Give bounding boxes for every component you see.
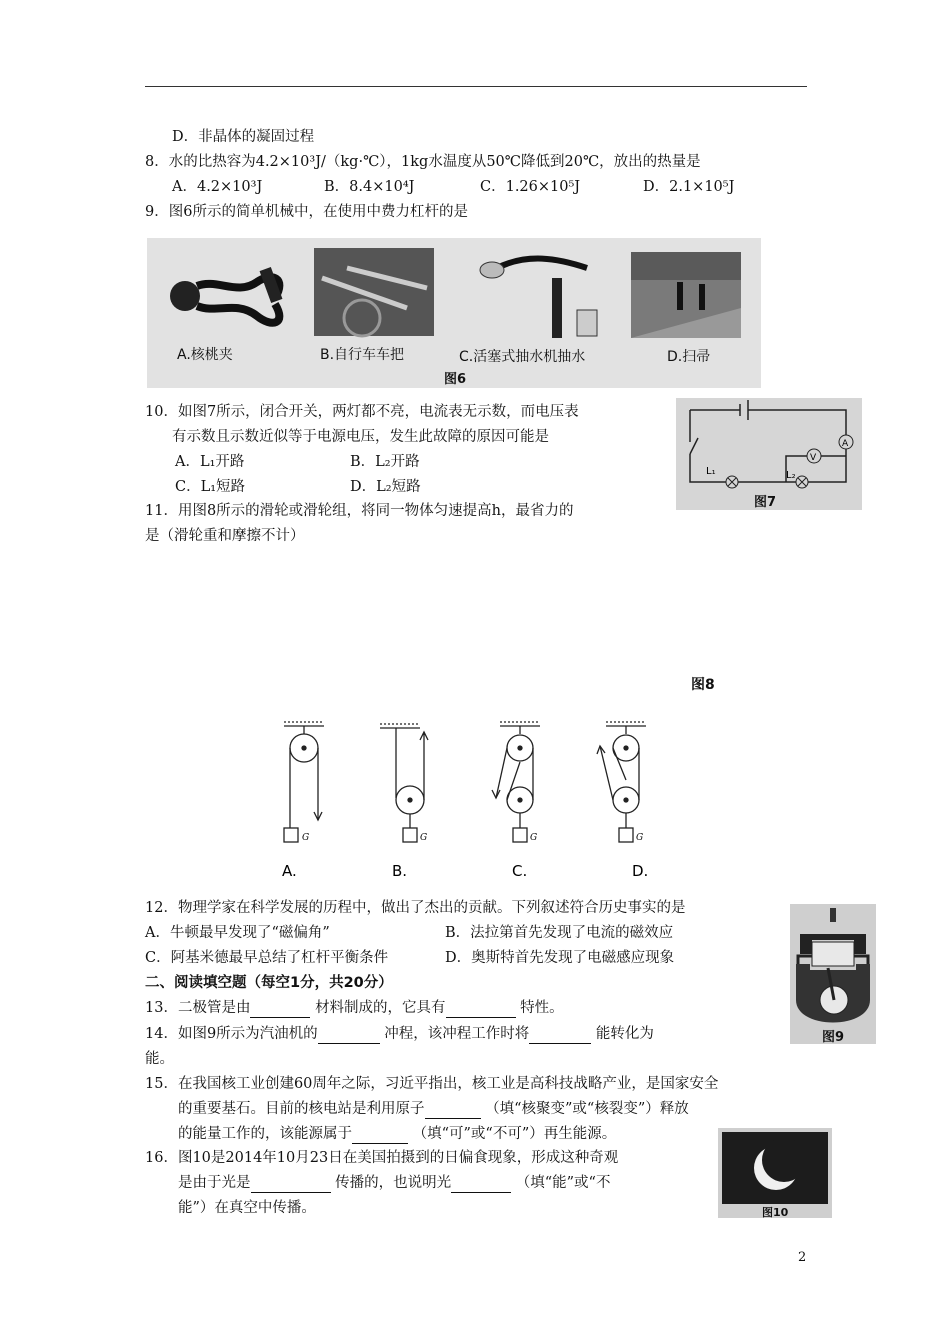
q10-option-d: D．L₂短路 — [350, 479, 421, 495]
figure-8-pulleys — [270, 720, 670, 880]
q15-blank-1[interactable] — [425, 1104, 481, 1119]
q12-option-b: B．法拉第首先发现了电流的磁效应 — [445, 925, 674, 941]
ammeter-label: A — [842, 439, 849, 449]
nutcracker-image — [170, 267, 282, 323]
q15-line3-a: 的能量工作的，该能源属于 — [178, 1126, 352, 1142]
q8-stem: 8．水的比热容为4.2×10³J/（kg·℃），1kg水温度从50℃降低到20℃，放出的热量是 — [145, 154, 701, 170]
q12-option-c: C．阿基米德最早总结了杠杆平衡条件 — [145, 950, 389, 966]
fig8-option-a: A. — [282, 862, 297, 880]
q12-option-d: D．奥斯特首先发现了电磁感应现象 — [445, 950, 675, 966]
q15-line1: 15．在我国核工业创建60周年之际，习近平指出，核工业是高科技战略产业，是国家安全 — [145, 1076, 719, 1092]
q13-blank-2[interactable] — [446, 1003, 516, 1018]
q16-line1: 16．图10是2014年10月23日在美国拍摄到的日偏食现象，形成这种奇观 — [145, 1150, 619, 1166]
q13-blank-1[interactable] — [250, 1003, 310, 1018]
weight-label-d: G — [636, 833, 644, 843]
figure-9 — [790, 904, 876, 1044]
q14-part-a: 14．如图9所示为汽油机的 — [145, 1026, 318, 1042]
q7-option-d: D．非晶体的凝固过程 — [172, 129, 315, 145]
water-pump-image — [480, 259, 597, 338]
q10-line1: 10．如图7所示，闭合开关，两灯都不亮，电流表无示数，而电压表 — [145, 404, 579, 420]
fig9-title: 图9 — [822, 1030, 845, 1044]
q15-blank-2[interactable] — [352, 1129, 408, 1144]
q11-line1: 11．用图8所示的滑轮或滑轮组，将同一物体匀速提高h，最省力的 — [145, 503, 574, 519]
q8-option-d: D．2.1×10⁵J — [643, 179, 735, 195]
q11-line2: 是（滑轮重和摩擦不计） — [145, 528, 305, 544]
q13-part-a: 13．二极管是由 — [145, 1000, 251, 1016]
q13-part-b: 材料制成的，它具有 — [315, 1000, 446, 1016]
fig6-caption-b: B.自行车车把 — [320, 347, 405, 363]
engine-diagram — [790, 904, 876, 1044]
fig8-option-c: C. — [512, 862, 528, 880]
bicycle-handlebar-photo — [314, 248, 434, 336]
q16-blank-1[interactable] — [251, 1178, 331, 1193]
fig10-title: 图10 — [762, 1206, 789, 1218]
weight-label-c: G — [530, 833, 538, 843]
q8-option-c: C．1.26×10⁵J — [480, 179, 581, 195]
q16-line2 — [178, 1173, 610, 1193]
q15-line2-b: （填“核聚变”或“核裂变”）释放 — [485, 1101, 689, 1117]
q14-blank-1[interactable] — [318, 1029, 380, 1044]
q12-option-a: A．牛顿最早发现了“磁偏角” — [145, 925, 330, 941]
figure-7 — [676, 398, 862, 510]
fig6-caption-c: C.活塞式抽水机抽水 — [459, 349, 586, 365]
q16-line2-b: 传播的，也说明光 — [335, 1175, 452, 1191]
q9-stem: 9．图6所示的简单机械中，在使用中费力杠杆的是 — [145, 204, 468, 220]
q13 — [145, 998, 564, 1018]
q10-option-b: B．L₂开路 — [350, 454, 420, 470]
q16-line2-a: 是由于光是 — [178, 1175, 251, 1191]
header-rule — [145, 86, 807, 87]
q8-option-b: B．8.4×10⁴J — [324, 179, 415, 195]
fig8-option-b: B. — [392, 862, 408, 880]
l1-label: L₁ — [706, 466, 716, 477]
fig7-title: 图7 — [754, 495, 777, 510]
q10-option-c: C．L₁短路 — [175, 479, 246, 495]
q16-line2-c: （填“能”或“不 — [515, 1175, 611, 1191]
q8-option-a: A．4.2×10³J — [172, 179, 263, 195]
fig6-caption-d: D.扫帚 — [667, 349, 711, 365]
q14-blank-2[interactable] — [529, 1029, 591, 1044]
q15-line3-b: （填“可”或“不可”）再生能源。 — [412, 1126, 617, 1142]
q15-line2 — [178, 1099, 689, 1119]
q14 — [145, 1024, 654, 1044]
q14-line2: 能。 — [145, 1051, 174, 1067]
q14-part-b: 冲程，该冲程工作时将 — [384, 1026, 530, 1042]
figure-10 — [718, 1128, 832, 1218]
fig8-option-d: D. — [632, 862, 649, 880]
q12-stem: 12．物理学家在科学发展的历程中，做出了杰出的贡献。下列叙述符合历史事实的是 — [145, 900, 686, 916]
weight-label-b: G — [420, 833, 428, 843]
section-2-heading: 二、阅读填空题（每空1分，共20分） — [145, 975, 393, 991]
q10-line2: 有示数且示数近似等于电源电压，发生此故障的原因可能是 — [172, 429, 549, 445]
q16-blank-2[interactable] — [451, 1178, 511, 1193]
q15-line3 — [178, 1124, 616, 1144]
fig6-caption-a: A.核桃夹 — [177, 347, 233, 363]
page-number: 2 — [798, 1250, 807, 1265]
fig6-title: 图6 — [444, 372, 467, 387]
q13-part-c: 特性。 — [520, 1000, 564, 1016]
fig8-title: 图8 — [691, 677, 715, 693]
l2-label: L₂ — [786, 470, 796, 481]
q16-line3: 能”）在真空中传播。 — [178, 1200, 316, 1216]
q10-option-a: A．L₁开路 — [175, 454, 245, 470]
q14-part-c: 能转化为 — [595, 1026, 654, 1042]
voltmeter-label: V — [810, 453, 817, 463]
q15-line2-a: 的重要基石。目前的核电站是利用原子 — [178, 1101, 425, 1117]
figure-6 — [147, 238, 761, 388]
weight-label-a: G — [302, 833, 310, 843]
